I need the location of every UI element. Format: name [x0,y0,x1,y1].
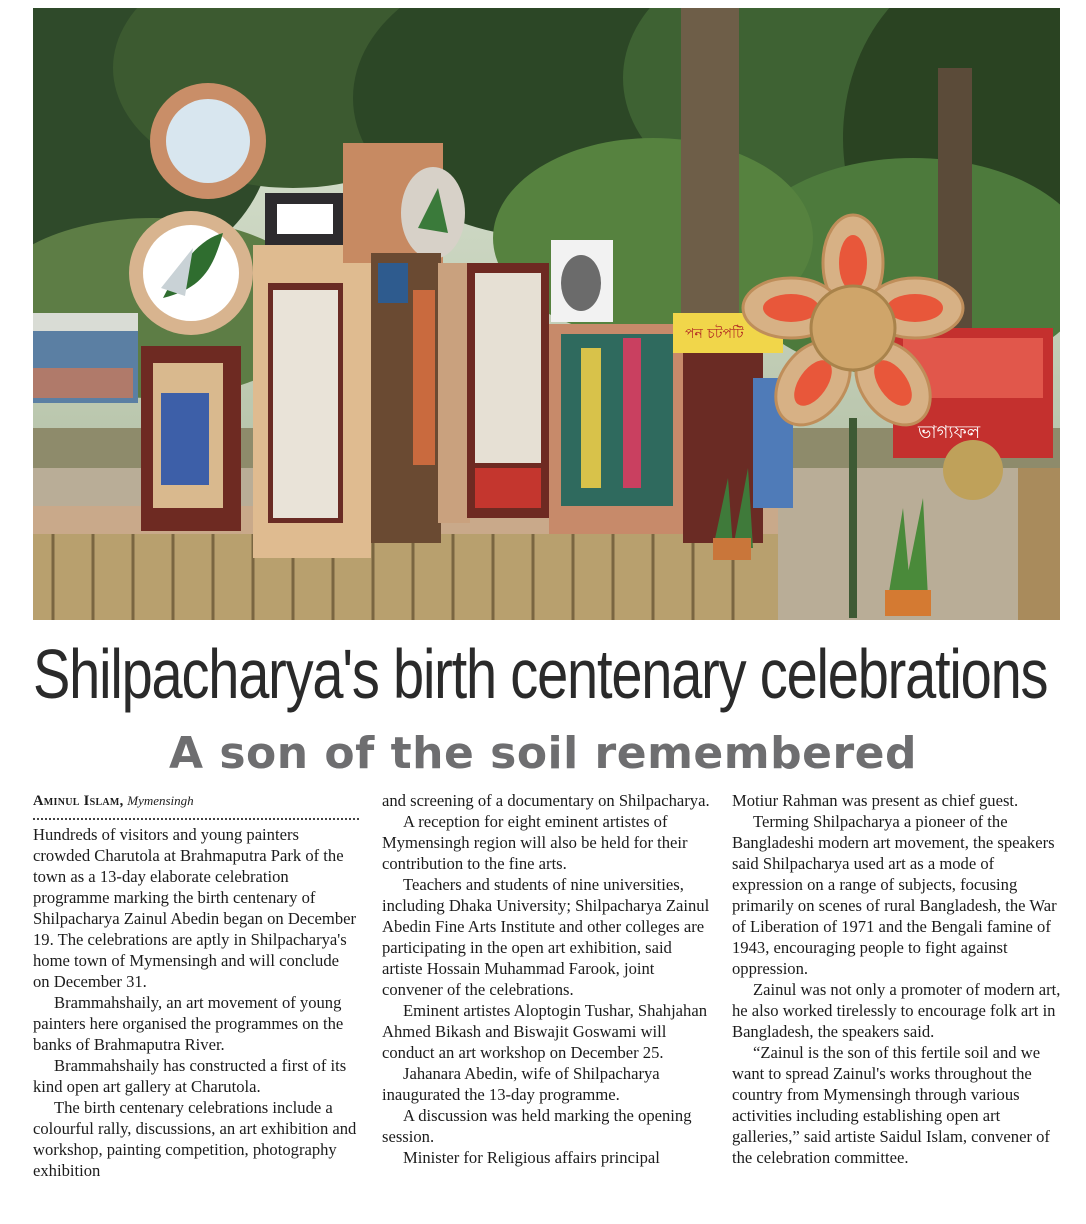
photo-signboard-text: পন চটপটি [685,326,744,342]
paragraph: and screening of a documentary on Shilpacharya. [382,791,710,810]
paragraph: Hundreds of visitors and young painters crowded Charutola at Brahmaputra Park of the town as a 13-day elaborate celebration programme marking the birth centenary of Shilpacharya Zainul Abedin began on December 19. The celebrations are aptly in Shilpacharya's home town of Mymensingh and will conclude on December 31. [33,825,357,991]
byline-divider [33,818,359,820]
byline-author: Aminul Islam, [33,793,124,809]
photo-cart-sign-text: ভাগ্যফল [918,422,981,443]
photo-open-art-gallery [33,8,1060,620]
paragraph: “Zainul is the son of this fertile soil and we want to spread Zainul's works throughout the country from Mymensingh through various activities including establishing open art galleries,” said artiste Saidul Islam, convener of the celebration committee. [732,1043,1050,1167]
paragraph: Minister for Religious affairs principal [403,1148,660,1167]
paragraph: A discussion was held marking the opening session. [382,1106,692,1146]
paragraph: A reception for eight eminent artistes of Mymensingh region will also be held for their contribution to the fine arts. [382,812,688,873]
byline-location: Mymensingh [127,793,194,808]
article-column-1 [33,790,359,1181]
paragraph: Teachers and students of nine universities, including Dhaka University; Shilpacharya Zainul Abedin Fine Arts Institute and other colleges are participating in the open art exhibition, said artiste Hossain Muhammad Farook, joint convener of the celebrations. [382,875,710,999]
article-photo [33,8,1060,620]
article-column-3 [732,790,1062,1168]
paragraph: Jahanara Abedin, wife of Shilpacharya inaugurated the 13-day programme. [382,1064,660,1104]
paragraph: Zainul was not only a promoter of modern art, he also worked tirelessly to encourage folk art in Bangladesh, the speakers said. [732,980,1061,1041]
paragraph: Motiur Rahman was present as chief guest. [732,791,1019,810]
paragraph: The birth centenary celebrations include a colourful rally, discussions, an art exhibition and workshop, painting competition, photography exhibition [33,1098,357,1180]
byline [33,790,359,812]
article-column-2 [382,790,716,1168]
subheadline: A son of the soil remembered [169,728,917,779]
paragraph: Brammahshaily has constructed a first of its kind open art gallery at Charutola. [33,1056,347,1096]
paragraph: Eminent artistes Aloptogin Tushar, Shahjahan Ahmed Bikash and Biswajit Goswami will conduct an art workshop on December 25. [382,1001,708,1062]
paragraph: Terming Shilpacharya a pioneer of the Bangladeshi modern art movement, the speakers said Shilpacharya used art as a mode of expression on a range of subjects, focusing primarily on scenes of rural Bangladesh, the War of Liberation of 1971 and the Bengali famine of 1943, encouraging people to fight against oppression. [732,812,1057,978]
paragraph: Brammahshaily, an art movement of young painters here organised the programmes on the banks of Brahmaputra River. [33,993,344,1054]
headline: Shilpacharya's birth centenary celebrations [33,635,1048,713]
